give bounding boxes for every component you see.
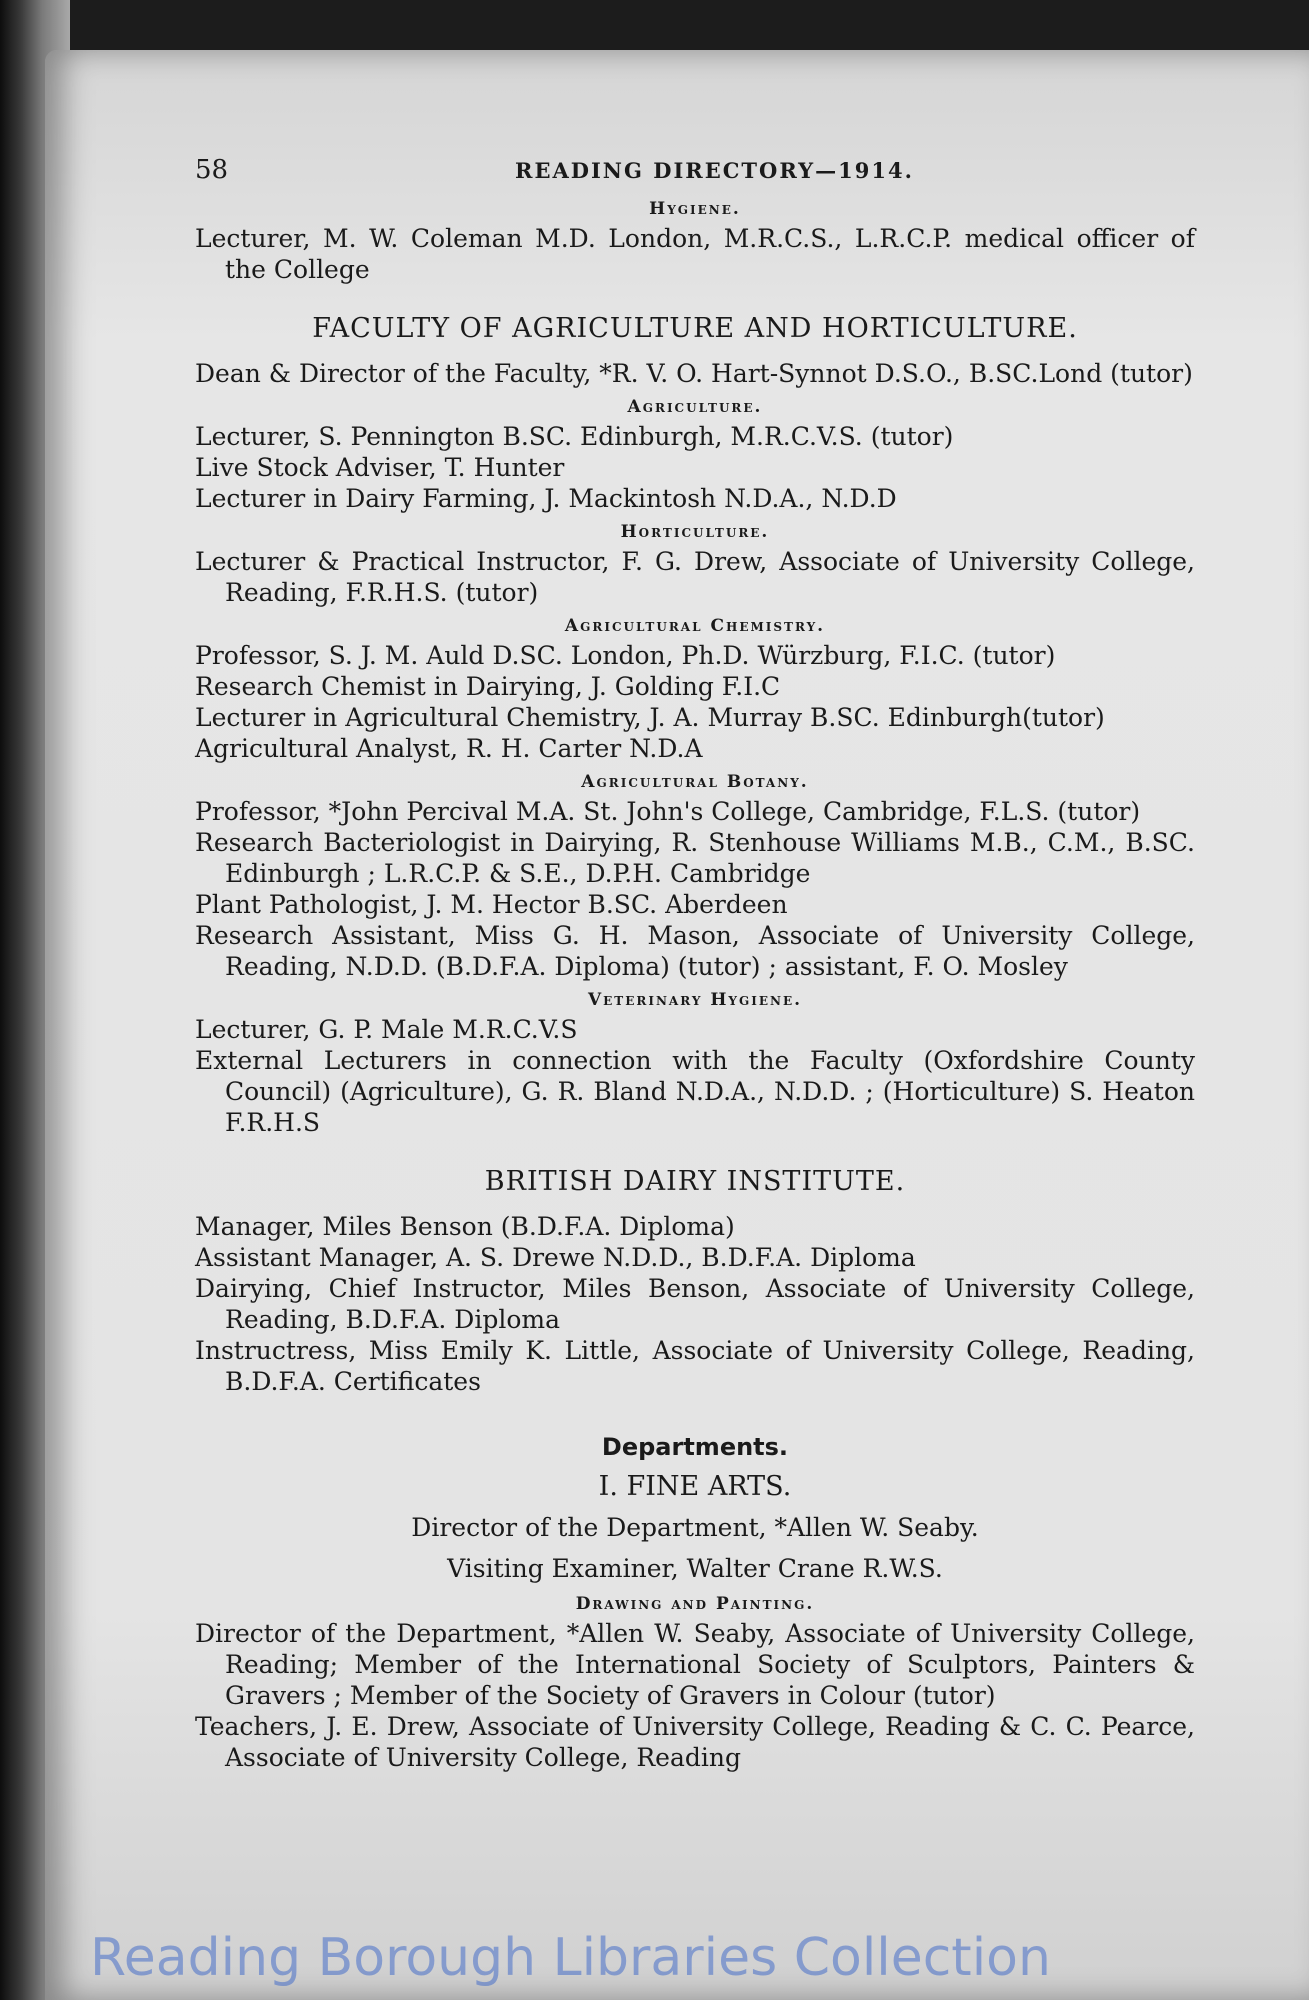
- entry-line: Research Assistant, Miss G. H. Mason, Associate of University College, Reading, N.D.D. (B.D.F.A. Diploma) (tutor) ; assistant, F. O. Mosley: [195, 921, 1195, 981]
- faculty-heading: FACULTY OF AGRICULTURE AND HORTICULTURE.: [312, 313, 1078, 344]
- entry-line: Lecturer & Practical Instructor, F. G. Drew, Associate of University College, Reading, F.R.H.S. (tutor): [195, 547, 1195, 607]
- entry-line: Live Stock Adviser, T. Hunter: [195, 453, 565, 482]
- entry-line: Director of the Department, *Allen W. Seaby, Associate of University College, Reading; Member of the International Society of Sculptors, Painters & Gravers ; Member of the Society of Gravers in Colour (tutor): [195, 1619, 1195, 1710]
- entry-line: Professor, S. J. M. Auld D.SC. London, Ph.D. Würzburg, F.I.C. (tutor): [195, 641, 1056, 670]
- entry-line: Research Chemist in Dairying, J. Golding F.I.C: [195, 672, 781, 701]
- departments-heading: Departments.: [601, 1433, 789, 1461]
- hygiene-heading: Hygiene.: [649, 199, 741, 219]
- entry-line: Agricultural Analyst, R. H. Carter N.D.A: [195, 734, 703, 763]
- veterinary-heading: Veterinary Hygiene.: [587, 990, 803, 1010]
- visiting-examiner: Visiting Examiner, Walter Crane R.W.S.: [447, 1554, 943, 1583]
- department-director: Director of the Department, *Allen W. Seaby.: [411, 1513, 979, 1542]
- entry-line: Research Bacteriologist in Dairying, R. Stenhouse Williams M.B., C.M., B.SC. Edinburgh ; L.R.C.P. & S.E., D.P.H. Cambridge: [195, 828, 1195, 888]
- fine-arts-heading: I. FINE ARTS.: [598, 1471, 792, 1502]
- entry-line: Instructress, Miss Emily K. Little, Associate of University College, Reading, B.D.F.A. Certificates: [195, 1336, 1195, 1396]
- entry-line: Lecturer in Dairy Farming, J. Mackintosh N.D.A., N.D.D: [195, 484, 897, 513]
- entry-line: Professor, *John Percival M.A. St. John's College, Cambridge, F.L.S. (tutor): [195, 797, 1141, 826]
- entry-line: Lecturer in Agricultural Chemistry, J. A. Murray B.SC. Edinburgh(tutor): [195, 703, 1105, 732]
- entry-line: Dean & Director of the Faculty, *R. V. O. Hart-Synnot D.S.O., B.SC.Lond (tutor): [195, 359, 1193, 388]
- entry-line: Plant Pathologist, J. M. Hector B.SC. Aberdeen: [195, 890, 788, 919]
- entry-line: Dairying, Chief Instructor, Miles Benson, Associate of University College, Reading, B.D.F.A. Diploma: [195, 1274, 1195, 1334]
- entry-line: Lecturer, S. Pennington B.SC. Edinburgh, M.R.C.V.S. (tutor): [195, 422, 954, 451]
- drawing-heading: Drawing and Painting.: [575, 1594, 815, 1614]
- entry-line: Assistant Manager, A. S. Drewe N.D.D., B.D.F.A. Diploma: [195, 1243, 916, 1272]
- entry-line: Teachers, J. E. Drew, Associate of University College, Reading & C. C. Pearce, Associate of University College, Reading: [195, 1712, 1195, 1772]
- entry-line: External Lecturers in connection with the Faculty (Oxfordshire County Council) (Agriculture), G. R. Bland N.D.A., N.D.D. ; (Horticulture) S. Heaton F.R.H.S: [195, 1046, 1195, 1137]
- page-number: 58: [195, 155, 229, 185]
- running-header: [195, 155, 1195, 185]
- running-title: READING DIRECTORY—1914.: [515, 158, 914, 183]
- entry-line: Lecturer, M. W. Coleman M.D. London, M.R.C.S., L.R.C.P. medical officer of the College: [195, 224, 1195, 284]
- dairy-institute-heading: BRITISH DAIRY INSTITUTE.: [484, 1166, 906, 1197]
- agri-botany-heading: Agricultural Botany.: [581, 772, 809, 792]
- entry-line: Lecturer, G. P. Male M.R.C.V.S: [195, 1015, 578, 1044]
- horticulture-heading: Horticulture.: [620, 522, 770, 542]
- page-content: [195, 155, 1195, 1773]
- agri-chemistry-heading: Agricultural Chemistry.: [564, 616, 826, 636]
- collection-watermark: Reading Borough Libraries Collection: [90, 1928, 1051, 1988]
- entry-line: Manager, Miles Benson (B.D.F.A. Diploma): [195, 1212, 735, 1241]
- agriculture-heading: Agriculture.: [627, 397, 763, 417]
